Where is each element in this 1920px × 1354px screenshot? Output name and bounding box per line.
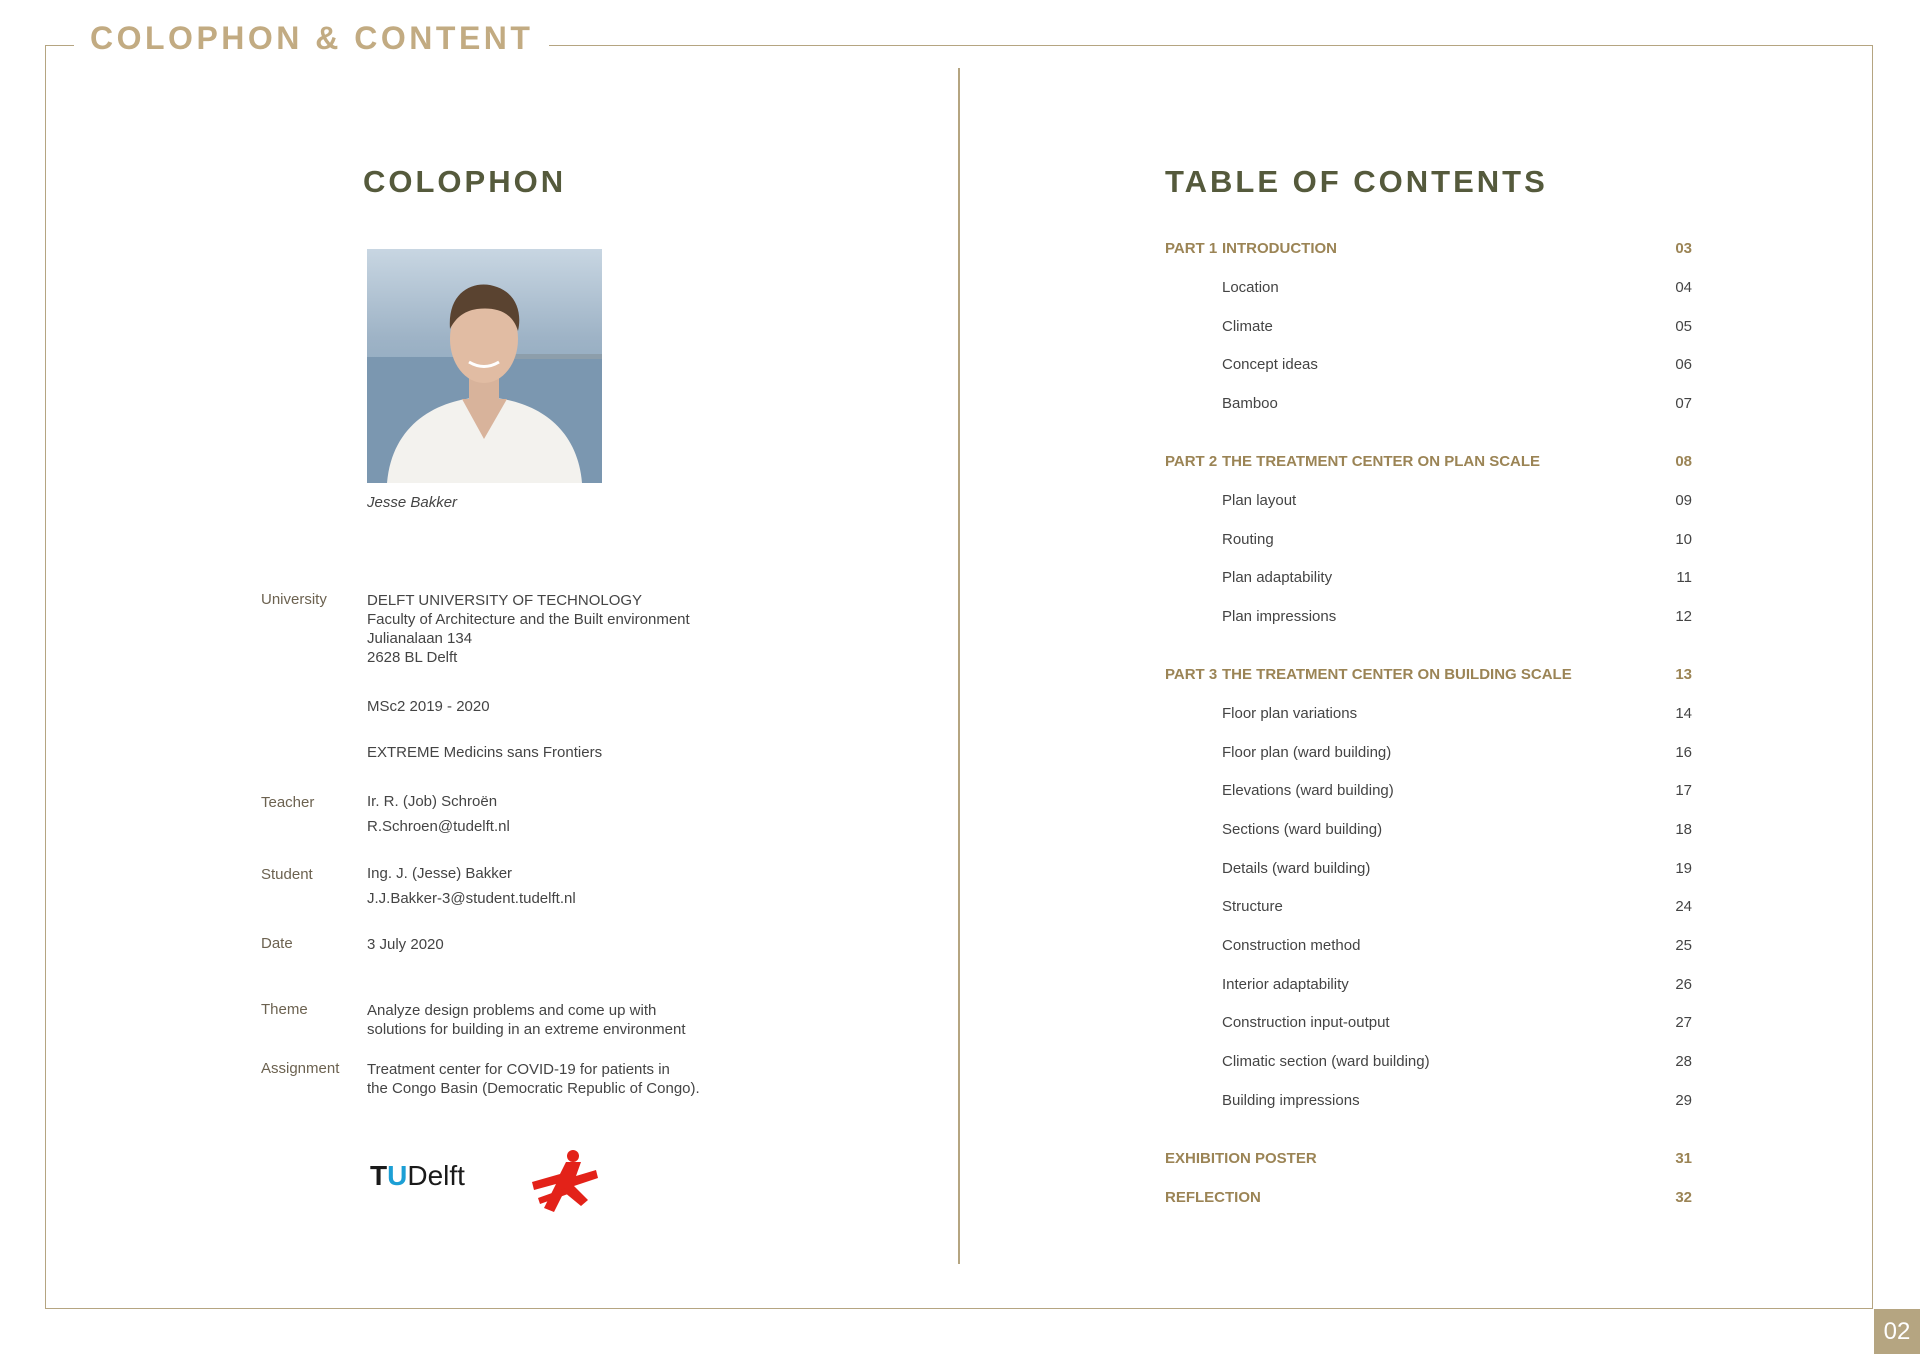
teacher-label: Teacher bbox=[261, 794, 315, 811]
student-name: Ing. J. (Jesse) Bakker bbox=[367, 865, 513, 882]
toc-item-page: 26 bbox=[1675, 976, 1692, 993]
toc-item[interactable]: Construction method bbox=[1222, 937, 1361, 954]
toc-title: TABLE OF CONTENTS bbox=[1165, 164, 1548, 199]
date-label: Date bbox=[261, 935, 293, 952]
assignment-line: the Congo Basin (Democratic Republic of Congo). bbox=[367, 1080, 700, 1097]
part2-number: PART 2 bbox=[1165, 453, 1218, 470]
part1-number: PART 1 bbox=[1165, 240, 1218, 257]
toc-item-page: 10 bbox=[1675, 531, 1692, 548]
part3-title[interactable]: THE TREATMENT CENTER ON BUILDING SCALE bbox=[1222, 666, 1572, 683]
part2-title[interactable]: THE TREATMENT CENTER ON PLAN SCALE bbox=[1222, 453, 1541, 470]
exhibition-title[interactable]: EXHIBITION POSTER bbox=[1165, 1150, 1317, 1167]
theme-line: Analyze design problems and come up with bbox=[367, 1002, 657, 1019]
toc-item-page: 06 bbox=[1675, 356, 1692, 373]
university-line: DELFT UNIVERSITY OF TECHNOLOGY bbox=[367, 592, 643, 609]
msf-logo bbox=[526, 1148, 612, 1218]
center-divider bbox=[958, 68, 960, 1264]
university-line: 2628 BL Delft bbox=[367, 649, 458, 666]
toc-item[interactable]: Sections (ward building) bbox=[1222, 821, 1383, 838]
toc-item[interactable]: Routing bbox=[1222, 531, 1274, 548]
toc-item-page: 05 bbox=[1675, 318, 1692, 335]
toc-item-page: 27 bbox=[1675, 1014, 1692, 1031]
student-label: Student bbox=[261, 866, 313, 883]
toc-item[interactable]: Floor plan variations bbox=[1222, 705, 1358, 722]
exhibition-page: 31 bbox=[1675, 1150, 1692, 1167]
toc-item-page: 04 bbox=[1675, 279, 1692, 296]
assignment-text bbox=[367, 1060, 700, 1098]
university-line: Faculty of Architecture and the Built environment bbox=[367, 611, 690, 628]
toc-item-page: 12 bbox=[1675, 608, 1692, 625]
toc-item[interactable]: Climate bbox=[1222, 318, 1273, 335]
theme-text bbox=[367, 1001, 686, 1039]
part1-page: 03 bbox=[1675, 240, 1692, 257]
part2-page: 08 bbox=[1675, 453, 1692, 470]
header-title: COLOPHON & CONTENT bbox=[74, 20, 549, 57]
university-label: University bbox=[261, 591, 327, 608]
toc-item[interactable]: Floor plan (ward building) bbox=[1222, 744, 1392, 761]
toc-item[interactable]: Plan layout bbox=[1222, 492, 1297, 509]
colophon-title: COLOPHON bbox=[363, 164, 567, 199]
reflection-page: 32 bbox=[1675, 1189, 1692, 1206]
toc-item-page: 18 bbox=[1675, 821, 1692, 838]
toc-item-page: 16 bbox=[1675, 744, 1692, 761]
studio-text: EXTREME Medicins sans Frontiers bbox=[367, 744, 603, 761]
tudelft-logo: TUDelft bbox=[370, 1160, 465, 1191]
toc-item-page: 11 bbox=[1676, 569, 1692, 586]
part3-number: PART 3 bbox=[1165, 666, 1218, 683]
toc-item[interactable]: Building impressions bbox=[1222, 1092, 1360, 1109]
university-info bbox=[367, 591, 690, 667]
toc-item[interactable]: Interior adaptability bbox=[1222, 976, 1349, 993]
photo-caption: Jesse Bakker bbox=[367, 494, 458, 511]
assignment-label: Assignment bbox=[261, 1060, 340, 1077]
toc-item[interactable]: Construction input-output bbox=[1222, 1014, 1390, 1031]
university-line: Julianalaan 134 bbox=[367, 630, 473, 647]
toc-item-page: 14 bbox=[1675, 705, 1692, 722]
toc-item[interactable]: Plan impressions bbox=[1222, 608, 1337, 625]
student-email[interactable]: J.J.Bakker-3@student.tudelft.nl bbox=[367, 890, 576, 907]
reflection-title[interactable]: REFLECTION bbox=[1165, 1189, 1261, 1206]
assignment-line: Treatment center for COVID-19 for patients in bbox=[367, 1061, 670, 1078]
part1-title[interactable]: INTRODUCTION bbox=[1222, 240, 1337, 257]
toc-item[interactable]: Climatic section (ward building) bbox=[1222, 1053, 1430, 1070]
teacher-email[interactable]: R.Schroen@tudelft.nl bbox=[367, 818, 510, 835]
toc-item[interactable]: Concept ideas bbox=[1222, 356, 1318, 373]
toc-item-page: 09 bbox=[1675, 492, 1692, 509]
toc-item[interactable]: Details (ward building) bbox=[1222, 860, 1371, 877]
toc-item[interactable]: Elevations (ward building) bbox=[1222, 782, 1394, 799]
date-text: 3 July 2020 bbox=[367, 936, 444, 953]
theme-label: Theme bbox=[261, 1001, 308, 1018]
toc-item-page: 24 bbox=[1675, 898, 1692, 915]
toc-item-page: 17 bbox=[1675, 782, 1692, 799]
teacher-name: Ir. R. (Job) Schroën bbox=[367, 793, 498, 810]
toc-item[interactable]: Structure bbox=[1222, 898, 1283, 915]
part3-page: 13 bbox=[1675, 666, 1692, 683]
toc-item-page: 28 bbox=[1675, 1053, 1692, 1070]
theme-line: solutions for building in an extreme environment bbox=[367, 1021, 686, 1038]
toc-item-page: 29 bbox=[1675, 1092, 1692, 1109]
toc-item[interactable]: Plan adaptability bbox=[1222, 569, 1333, 586]
page-number: 02 bbox=[1874, 1309, 1920, 1354]
student-photo bbox=[367, 249, 602, 483]
program-text: MSc2 2019 - 2020 bbox=[367, 698, 490, 715]
toc-item-page: 07 bbox=[1675, 395, 1692, 412]
toc-item[interactable]: Location bbox=[1222, 279, 1279, 296]
toc-item[interactable]: Bamboo bbox=[1222, 395, 1278, 412]
toc-item-page: 19 bbox=[1675, 860, 1692, 877]
toc-item-page: 25 bbox=[1675, 937, 1692, 954]
